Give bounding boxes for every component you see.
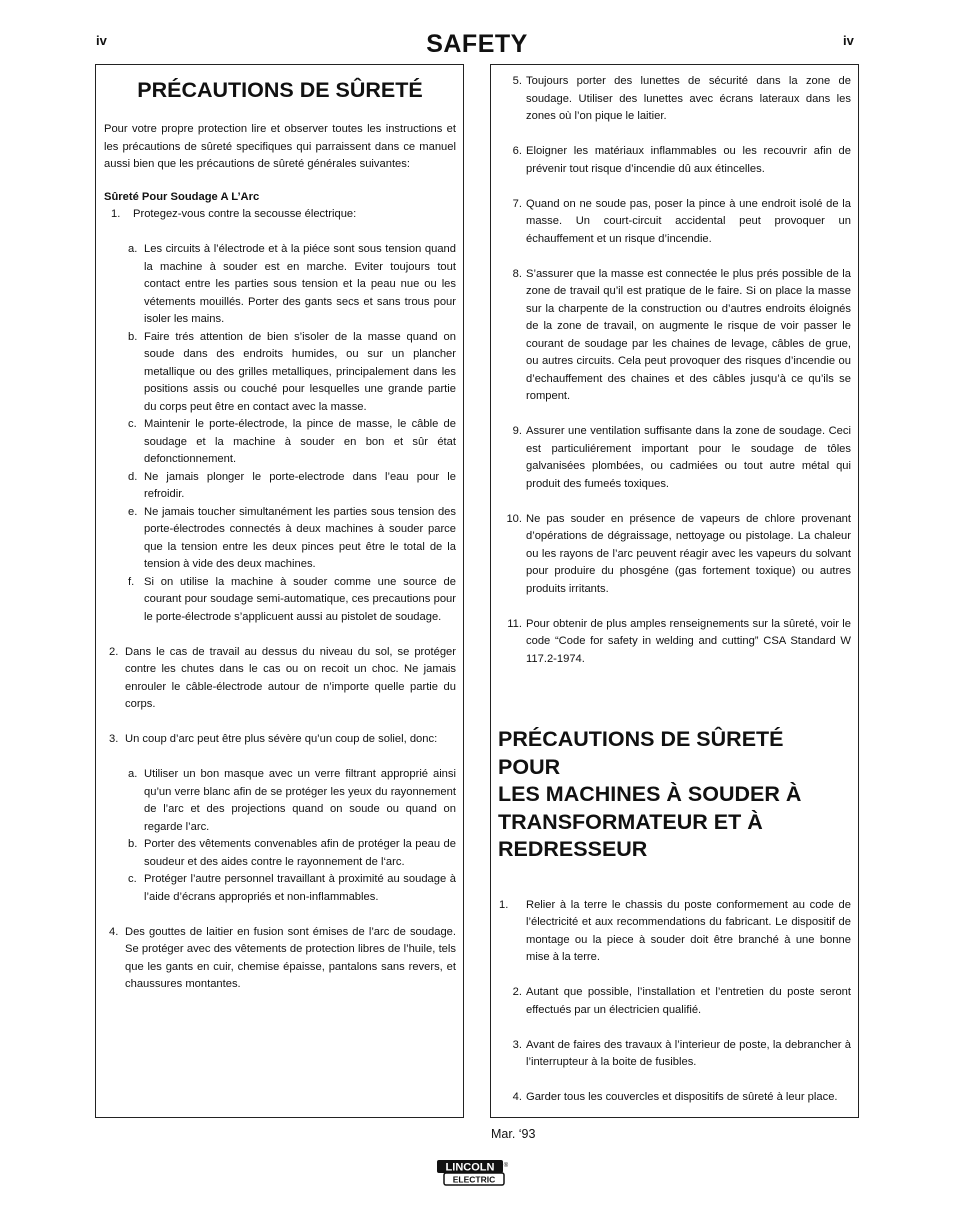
list-item: 11. Pour obtenir de plus amples renseignements sur la sûreté, voir le code “Code for safety in welding and cutting” CSA Standard W 117.2-1974. — [507, 617, 851, 665]
sub-item: b. Porter des vêtements convenables afin de protéger la peau de soudeur et des aides contre le rayonnement de l‘arc. — [128, 838, 456, 868]
logo-top-text: LINCOLN — [445, 1161, 495, 1174]
list-item: 5. Toujours porter des lunettes de sécurité dans la zone de soudage. Utiliser des lunettes avec écrans lateraux dans les zones où l’on pique le laitier. — [512, 75, 851, 122]
list-item: 9. Assurer une ventilation suffisante dans la zone de soudage. Ceci est particuliérement important pour le soudage de tôles galvanisées plombées, ou cadmiées ou tout autre métal qui produit des fumeés toxiques. — [512, 425, 851, 490]
list-item: 2. Dans le cas de travail au dessus du niveau du sol, se protéger contre les chutes dans le cas ou on recoit un choc. Ne jamais enrouler le câble-électrode autour de n’importe quelle partie du corps. — [109, 645, 456, 710]
list-item: 2. Autant que possible, l’installation et l’entretien du poste seront effectués par un électricien qualifié. — [512, 986, 851, 1016]
sub-item: d. Ne jamais plonger le porte-electrode dans l’eau pour le refroidir. — [128, 470, 456, 500]
list-item: 10. Ne pas souder en présence de vapeurs de chlore provenant d’opérations de dégraissage, nettoyage ou pistolage. La chaleur ou les rayons de l’arc peuvent réagir avec les vapeurs du solvant pour produire du phosgéne (gas fortement toxique) ou autres produits irritants. — [506, 512, 851, 595]
page-number-right: iv — [843, 33, 854, 48]
list-item: 3. Avant de faires des travaux à l’interieur de poste, la debrancher à l’interrupteur à la boite de fusibles. — [512, 1038, 851, 1068]
sub-item: b. Faire trés attention de bien s’isoler de la masse quand on soude dans des endroits humides, ou sur un plancher metallique ou des grilles metalliques, principalement dans les positions assis ou couché pour lesquelles une grande partie du corps peut être en contact avec la masse. — [128, 330, 456, 413]
lincoln-electric-logo-icon — [436, 1159, 510, 1187]
list-item: 3. Un coup d’arc peut être plus sévère qu’un coup de soliel, donc: — [109, 733, 438, 745]
list-item: 7. Quand on ne soude pas, poser la pince à une endroit isolé de la masse. Un court-circuit accidental peut provoquer un échauffement et un risque d’incendie. — [512, 197, 851, 245]
intro-paragraph: Pour votre propre protection lire et observer toutes les instructions et les précautions de sûreté specifiques qui parraissent dans ce manuel aussi bien que les précautions de sûreté générales suivantes: — [104, 123, 456, 170]
sub-item: a. Les circuits à l’électrode et à la piéce sont sous tension quand la machine à souder est en marche. Eviter toujours tout contact entre les parties sous tension et la peau nue ou les vétements mouillés. Porter des gants secs et sans trous pour isoler les mains. — [128, 243, 456, 325]
arc-welding-subheading: Sûreté Pour Soudage A L’Arc — [104, 190, 260, 203]
sub-item: e. Ne jamais toucher simultanément les parties sous tension des porte-électrodes connectés à deux machines à souder parce que la tension entre les deux pinces peut être le total de la tension à vide des deux machines. — [128, 505, 456, 570]
list-item: 1. Protegez-vous contre la secousse électrique: — [111, 208, 357, 220]
logo-registered-mark: ® — [503, 1163, 509, 1169]
transformer-heading: PRÉCAUTIONS DE SÛRETÉ POUR LES MACHINES À SOUDER À TRANSFORMATEUR ET À REDRESSEUR — [498, 727, 802, 861]
revision-date: Mar. ‘93 — [491, 1127, 536, 1141]
sub-item: a. Utiliser un bon masque avec un verre filtrant approprié ainsi qu’un verre blanc afin de se protéger les yeux du rayonnement de l’arc et des projections quand on soude ou quand on regarde l’arc. — [128, 768, 456, 833]
sub-item: c. Maintenir le porte-électrode, la pince de masse, le câble de soudage et la machine à souder en bon et sûr état defonctionnement. — [128, 418, 456, 465]
list-item: 6. Eloigner les matériaux inflammables ou les recouvrir afin de prévenir tout risque d’incendie dû aux étincelles. — [512, 145, 851, 175]
page-number-left: iv — [96, 33, 107, 48]
list-item: 1. Relier à la terre le chassis du poste conformement au code de l’électricité et aux recommendations du fabricant. Le dispositif de montage ou la piece à souder doit être branché à une bonne mise à la terre. — [499, 898, 851, 963]
list-item: 4. Des gouttes de laitier en fusion sont émises de l’arc de soudage. Se protéger avec des vêtements de protection libres de l’huile, tels que les gants en cuir, chemise épaisse, pantalons sans revers, et chaussures montantes. — [109, 925, 456, 990]
page-title: SAFETY — [426, 30, 528, 58]
sub-item: f. Si on utilise la machine à souder comme une source de courant pour soudage semi-automatique, ces precautions pour le porte-électrode s’applicuent aussi au pistolet de soudage. — [128, 575, 456, 623]
logo-bottom-text: ELECTRIC — [452, 1174, 496, 1185]
right-column-box — [490, 64, 859, 1118]
list-item: 4. Garder tous les couvercles et dispositifs de sûreté à leur place. — [512, 1091, 838, 1103]
list-item: 8. S’assurer que la masse est connectée le plus prés possible de la zone de travail qu’il est pratique de le faire. Si on place la masse sur la charpente de la construction ou d’autres endroits éloignés de la zone de travail, on augmente le risque de voir passer le courant de soudage par les chaines de levage, câbles de grue, ou autres circuits. Cela peut provoquer des risques d’incendie ou d’echauffement des chaines et des câbles jusqu’à ce qu’ils se rompent. — [512, 267, 851, 402]
left-heading: PRÉCAUTIONS DE SÛRETÉ — [137, 78, 423, 102]
left-column-box — [95, 64, 464, 1118]
sub-item: c. Protéger l’autre personnel travaillant à proximité au soudage à l’aide d’écrans appropriés et non-inflammables. — [128, 873, 456, 903]
